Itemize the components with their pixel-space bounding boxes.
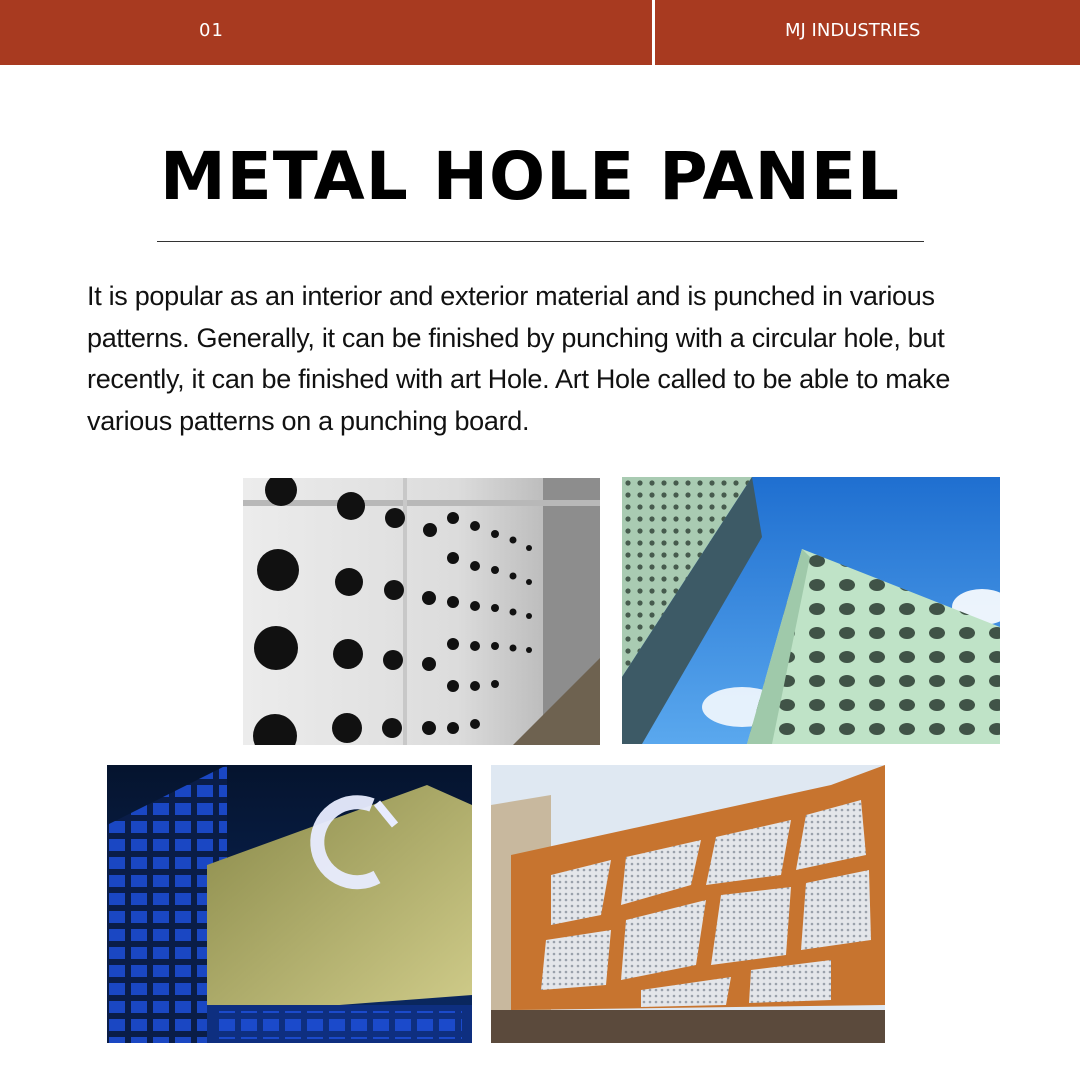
header-bar bbox=[0, 0, 1080, 65]
page-number: 01 bbox=[199, 20, 224, 41]
description-paragraph: It is popular as an interior and exterior material and is punched in various patterns. Generally, it can be finished by punching with a circular hole, but recently, it can be finished with art Hole. Art Hole called to be able to make various patterns on a punching board. bbox=[87, 281, 951, 436]
header-divider bbox=[652, 0, 655, 65]
photo-green-tower bbox=[622, 477, 1000, 744]
title-rule bbox=[157, 241, 924, 242]
photo-white-panel bbox=[243, 478, 600, 745]
page-title: METAL HOLE PANEL bbox=[159, 138, 900, 215]
photo-art-hole-facade bbox=[491, 765, 885, 1043]
brand-name: MJ INDUSTRIES bbox=[785, 20, 921, 41]
photo-night-facade bbox=[107, 765, 472, 1043]
